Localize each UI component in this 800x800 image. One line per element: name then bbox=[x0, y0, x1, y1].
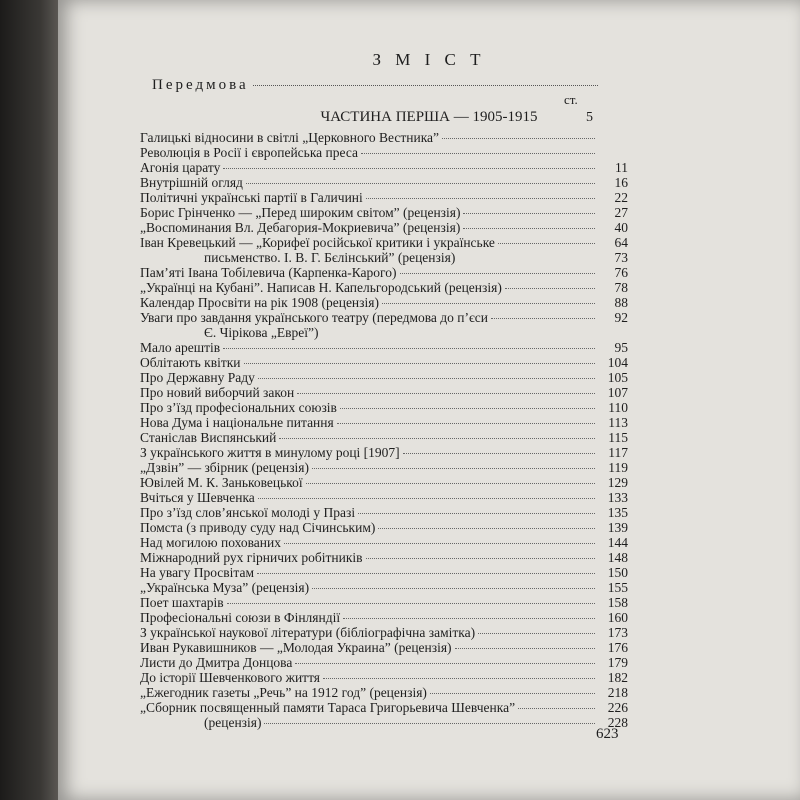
leader-dots bbox=[312, 588, 595, 589]
toc-entry bbox=[140, 310, 628, 325]
leader-dots bbox=[306, 483, 595, 484]
leader-dots bbox=[257, 573, 595, 574]
entry-title: З українського життя в минулому році [1907] bbox=[140, 445, 400, 460]
toc-entry bbox=[140, 475, 628, 490]
entry-title: Иван Рукавишников — „Молодая Украина” (рецензія) bbox=[140, 640, 452, 655]
entry-page: 88 bbox=[614, 295, 628, 310]
entry-page: 27 bbox=[614, 205, 628, 220]
entry-title: „Воспоминания Вл. Дебагория-Мокриевича” (рецензія) bbox=[140, 220, 461, 235]
entry-page: 11 bbox=[615, 160, 628, 175]
toc-entry bbox=[140, 205, 628, 220]
toc-entry bbox=[140, 445, 628, 460]
entry-page: 115 bbox=[608, 430, 628, 445]
book-spine-edge bbox=[0, 0, 58, 800]
entry-page: 133 bbox=[607, 490, 628, 505]
entry-title: Уваги про завдання українського театру (передмова до п’єси bbox=[140, 310, 489, 325]
leader-dots bbox=[403, 453, 595, 454]
entry-page: 150 bbox=[607, 565, 628, 580]
toc-entry bbox=[140, 625, 628, 640]
toc-entry bbox=[140, 595, 628, 610]
page-title: З М І С Т bbox=[372, 50, 486, 69]
toc-entry bbox=[140, 655, 628, 670]
leader-dots bbox=[223, 168, 595, 169]
entry-title: Про з’їзд слов’янської молоді у Празі bbox=[140, 505, 356, 520]
toc-entry bbox=[140, 505, 628, 520]
leader-dots bbox=[227, 603, 595, 604]
entry-page: 95 bbox=[614, 340, 628, 355]
entry-page: 176 bbox=[607, 640, 628, 655]
entry-title: Борис Грінченко — „Перед широким світом” (рецензія) bbox=[140, 205, 461, 220]
leader-dots bbox=[366, 558, 595, 559]
entry-title: Політичні українські партії в Галичині bbox=[140, 190, 363, 205]
entry-page: 135 bbox=[607, 505, 628, 520]
entry-title: „Ежегодник газеты „Речь” на 1912 год” (рецензія) bbox=[140, 685, 427, 700]
entry-page: 107 bbox=[607, 385, 628, 400]
leader-dots bbox=[382, 303, 595, 304]
toc-entry bbox=[140, 430, 628, 445]
entry-page: 218 bbox=[607, 685, 628, 700]
entry-title: Поет шахтарів bbox=[140, 595, 224, 610]
toc-entry bbox=[140, 160, 628, 175]
entry-page: 78 bbox=[614, 280, 628, 295]
entry-title: Ювілей М. К. Заньковецької bbox=[140, 475, 303, 490]
entry-page: 119 bbox=[608, 460, 628, 475]
leader-dots bbox=[400, 273, 596, 274]
leader-dots bbox=[246, 183, 595, 184]
toc-entry bbox=[140, 385, 628, 400]
entry-title: письменство. І. В. Г. Бєлінський” (рецензія) bbox=[204, 250, 456, 265]
entry-title: Станіслав Виспянський bbox=[140, 430, 277, 445]
leader-dots bbox=[463, 228, 595, 229]
entry-title: Облітають квітки bbox=[140, 355, 241, 370]
toc-entry bbox=[140, 295, 628, 310]
toc-entry bbox=[140, 400, 628, 415]
entry-title: Пам’яті Івана Тобілевича (Карпенка-Карого) bbox=[140, 265, 397, 280]
entry-page: 110 bbox=[608, 400, 628, 415]
toc-entry bbox=[140, 250, 628, 265]
leader-dots bbox=[430, 693, 595, 694]
leader-dots bbox=[340, 408, 595, 409]
leader-dots bbox=[253, 85, 598, 86]
leader-dots bbox=[518, 708, 595, 709]
entry-title: (рецензія) bbox=[204, 715, 262, 730]
entry-page: 64 bbox=[614, 235, 628, 250]
leader-dots bbox=[284, 543, 595, 544]
toc-entry bbox=[140, 325, 628, 340]
leader-dots bbox=[491, 318, 595, 319]
page-folio-number: 623 bbox=[596, 726, 619, 742]
toc-entry bbox=[140, 670, 628, 685]
leader-dots bbox=[478, 633, 595, 634]
toc-entry bbox=[140, 700, 628, 715]
toc-entry bbox=[140, 175, 628, 190]
leader-dots bbox=[442, 138, 595, 139]
entry-title: Вчіться у Шевченка bbox=[140, 490, 255, 505]
entry-title: Мало арештів bbox=[140, 340, 221, 355]
entry-page: 155 bbox=[607, 580, 628, 595]
leader-dots bbox=[343, 618, 595, 619]
entry-page: 160 bbox=[607, 610, 628, 625]
leader-dots bbox=[264, 723, 595, 724]
toc-entry bbox=[140, 490, 628, 505]
entry-page: 76 bbox=[614, 265, 628, 280]
entry-page: 139 bbox=[607, 520, 628, 535]
entry-title: Міжнародний рух гірничих робітників bbox=[140, 550, 363, 565]
entry-page: 129 bbox=[607, 475, 628, 490]
entry-title: Про Державну Раду bbox=[140, 370, 255, 385]
toc-entry bbox=[140, 190, 628, 205]
leader-dots bbox=[223, 348, 595, 349]
leader-dots bbox=[295, 663, 595, 664]
leader-dots bbox=[312, 468, 595, 469]
entry-page: 73 bbox=[614, 250, 628, 265]
toc-entry bbox=[140, 520, 628, 535]
entry-title: „Дзвін” — збірник (рецензія) bbox=[140, 460, 310, 475]
preface-page-number: 5 bbox=[586, 110, 593, 125]
toc-entry bbox=[140, 370, 628, 385]
leader-dots bbox=[279, 438, 595, 439]
toc-entry bbox=[140, 130, 628, 145]
leader-dots bbox=[337, 423, 595, 424]
entry-title: „Українці на Кубані”. Написав Н. Капельгородський (рецензія) bbox=[140, 280, 502, 295]
toc-entry bbox=[140, 235, 628, 250]
leader-dots bbox=[323, 678, 595, 679]
entry-page: 148 bbox=[607, 550, 628, 565]
entry-page: 179 bbox=[607, 655, 628, 670]
leader-dots bbox=[498, 243, 595, 244]
leader-dots bbox=[366, 198, 595, 199]
toc-entry bbox=[140, 685, 628, 700]
toc-entry bbox=[140, 280, 628, 295]
entry-title: Помста (з приводу суду над Січинським) bbox=[140, 520, 376, 535]
entry-page: 92 bbox=[614, 310, 628, 325]
preface-label: Передмова bbox=[152, 77, 249, 93]
leader-dots bbox=[244, 363, 595, 364]
entry-page: 182 bbox=[607, 670, 628, 685]
entry-title: Нова Дума і національне питання bbox=[140, 415, 334, 430]
toc-entry bbox=[140, 715, 628, 730]
entry-title: До історії Шевченкового життя bbox=[140, 670, 321, 685]
leader-dots bbox=[358, 513, 595, 514]
entry-title: З української наукової літератури (бібліографічна замітка) bbox=[140, 625, 476, 640]
entry-title: Про новий виборчий закон bbox=[140, 385, 295, 400]
entry-title: „Сборник посвященный памяти Тараса Григорьевича Шевченка” bbox=[140, 700, 516, 715]
entry-title: Агонія царату bbox=[140, 160, 221, 175]
entry-title: На увагу Просвітам bbox=[140, 565, 255, 580]
entry-page: 22 bbox=[614, 190, 628, 205]
toc-entry bbox=[140, 580, 628, 595]
toc-entry bbox=[140, 550, 628, 565]
entry-title: Іван Кревецький — „Корифеї російської критики і українське bbox=[140, 235, 495, 250]
toc-entry bbox=[140, 640, 628, 655]
page-column-header: ст. bbox=[564, 92, 578, 107]
toc-entry bbox=[140, 145, 628, 160]
toc-entry bbox=[140, 565, 628, 580]
preface-entry bbox=[152, 77, 602, 94]
entry-page: 173 bbox=[607, 625, 628, 640]
entry-page: 144 bbox=[607, 535, 628, 550]
toc-entry bbox=[140, 460, 628, 475]
leader-dots bbox=[258, 378, 595, 379]
toc-entry bbox=[140, 265, 628, 280]
entry-title: Листи до Дмитра Донцова bbox=[140, 655, 293, 670]
leader-dots bbox=[463, 213, 595, 214]
toc-entry bbox=[140, 610, 628, 625]
toc-entry bbox=[140, 535, 628, 550]
entry-page: 228 bbox=[607, 715, 628, 730]
entry-title: Галицькі відносини в світлі „Церковного Вестника” bbox=[140, 130, 440, 145]
leader-dots bbox=[378, 528, 595, 529]
entry-title: Внутрішній огляд bbox=[140, 175, 243, 190]
entry-page: 226 bbox=[607, 700, 628, 715]
entry-title: Над могилою похованих bbox=[140, 535, 281, 550]
entry-page: 105 bbox=[607, 370, 628, 385]
entry-title: Революція в Росії і європейська преса bbox=[140, 145, 358, 160]
entry-page: 40 bbox=[614, 220, 628, 235]
leader-dots bbox=[258, 498, 595, 499]
entry-page: 158 bbox=[607, 595, 628, 610]
entry-title: Про з’їзд професіональних союзів bbox=[140, 400, 337, 415]
entry-title: Професіональні союзи в Фінляндії bbox=[140, 610, 341, 625]
leader-dots bbox=[361, 153, 595, 154]
toc-entry bbox=[140, 220, 628, 235]
toc-entry bbox=[140, 340, 628, 355]
entry-page: 113 bbox=[608, 415, 628, 430]
leader-dots bbox=[297, 393, 595, 394]
entry-page: 16 bbox=[614, 175, 628, 190]
part-title: ЧАСТИНА ПЕРША — 1905-1915 bbox=[320, 109, 538, 125]
document-page bbox=[58, 0, 800, 800]
leader-dots bbox=[455, 648, 595, 649]
entry-page: 104 bbox=[607, 355, 628, 370]
toc-entry bbox=[140, 355, 628, 370]
leader-dots bbox=[505, 288, 595, 289]
entry-page: 117 bbox=[608, 445, 628, 460]
toc-entry bbox=[140, 415, 628, 430]
entry-title: Є. Чірікова „Евреї”) bbox=[204, 325, 319, 340]
entry-title: Календар Просвіти на рік 1908 (рецензія) bbox=[140, 295, 379, 310]
entry-title: „Українська Муза” (рецензія) bbox=[140, 580, 310, 595]
